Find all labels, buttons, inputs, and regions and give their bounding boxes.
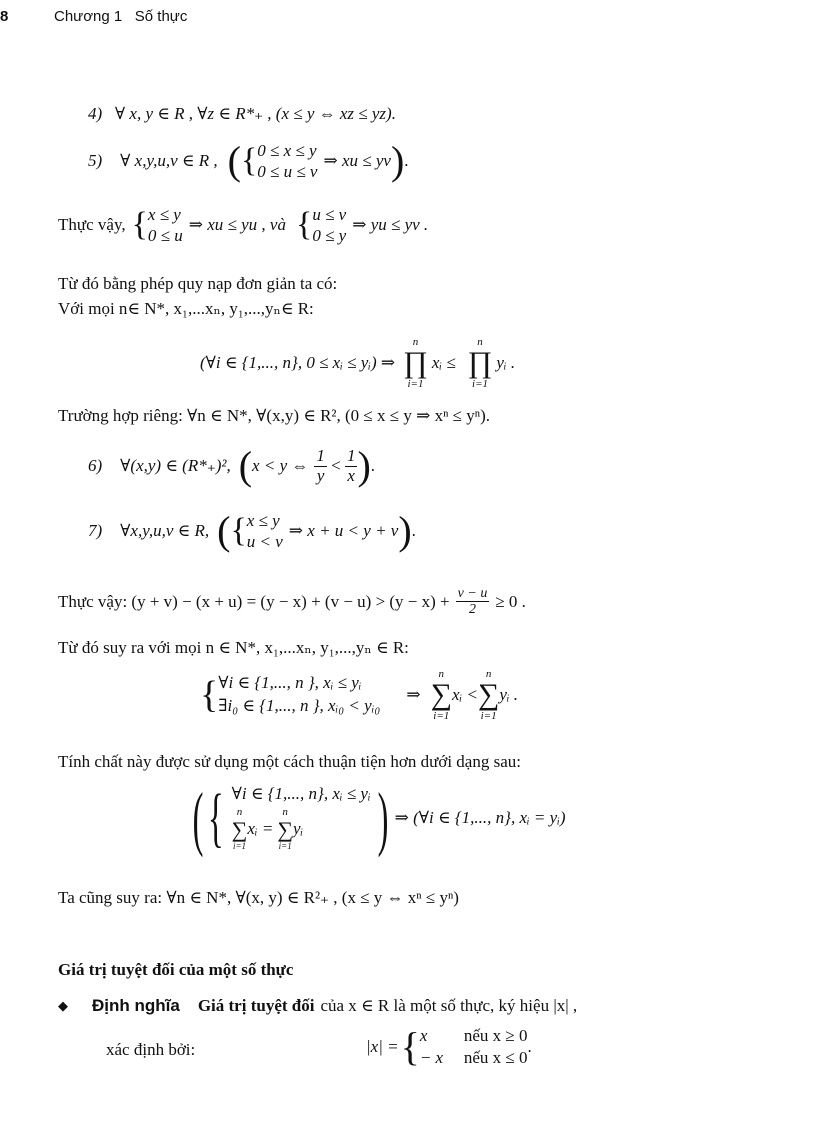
property-lead: ∀(x,y) ∈ (R*₊)², [120, 456, 231, 475]
property-6: 6) ∀(x,y) ∈ (R*₊)², ( x < y ⇔ $\frac{1}{y}$ < $\frac{1}{x}$ ) . [88, 443, 376, 488]
denominator: x [347, 465, 355, 485]
sum-term: yᵢ . [499, 685, 519, 704]
left-brace: { [200, 674, 219, 716]
condition: ∃i₀ ∈ {1,..., n }, xᵢ₀ < yᵢ₀ [218, 696, 381, 715]
property-4 [88, 104, 396, 124]
property-result: ⇒ x + u < y + v [288, 521, 399, 541]
condition: 0 ≤ y [312, 226, 347, 246]
condition-stack [257, 140, 317, 183]
lower-bound: i=1 [472, 378, 488, 390]
bullet-icon: ◆ [58, 998, 68, 1013]
left-paren: ( [192, 778, 204, 858]
upper-bound: n [485, 668, 492, 680]
product-formula [200, 336, 515, 390]
condition: ∀i ∈ {1,..., n}, xᵢ ≤ yᵢ [231, 783, 371, 803]
case-value: − x [419, 1048, 444, 1067]
induction-intro: Từ đó bằng phép quy nạp đơn giản ta có: [58, 274, 338, 293]
proof-result: ⇒ xu ≤ yu , và [188, 215, 286, 235]
left-paren: ( [238, 443, 253, 488]
product-symbol: ∏ [403, 346, 428, 379]
definition-bold: Giá trị tuyệt đối [197, 996, 315, 1015]
upper-bound: n [477, 336, 483, 348]
condition: 0 ≤ u [147, 226, 183, 246]
right-paren: ) [377, 778, 389, 858]
case-condition: nếu x ≥ 0 [463, 1026, 528, 1045]
sum-operator [232, 805, 248, 853]
proof-text: Thực vậy: (y + v) − (x + u) = (y − x) + (v − u) > (y − x) + [58, 591, 450, 611]
upper-bound: n [282, 806, 288, 819]
usage-intro: Tính chất này được sử dụng một cách thuận tiện hơn dưới dạng sau: [58, 752, 521, 771]
left-paren: ( [227, 138, 241, 184]
left-brace: { [240, 142, 258, 180]
definition-term: Định nghĩa [92, 996, 180, 1015]
denominator: y [316, 465, 325, 485]
running-header [54, 8, 187, 25]
defined-by: xác định bởi: [106, 1040, 196, 1059]
absolute-value-symbol: |x| = [366, 1037, 399, 1056]
condition-stack [312, 204, 346, 247]
special-case: Trường hợp riêng: ∀n ∈ N*, ∀(x,y) ∈ R², (0 ≤ x ≤ y ⇒ xⁿ ≤ yⁿ). [58, 406, 491, 425]
page-number: 8 [0, 8, 9, 25]
cases-grid [420, 1026, 528, 1068]
lower-bound: i=1 [407, 378, 424, 390]
sum-operator [277, 805, 293, 853]
property-part: x < y ⇔ [252, 456, 309, 475]
right-paren: ) [357, 443, 371, 488]
equality-result: ⇒ (∀i ∈ {1,..., n}, xᵢ = yᵢ) [394, 808, 566, 827]
left-paren: ( [217, 508, 231, 554]
product-term: yᵢ . [496, 353, 516, 372]
condition: ∀i ∈ {1,..., n }, xᵢ ≤ yᵢ [218, 673, 362, 693]
right-paren: ) [390, 138, 405, 184]
left-brace: { [400, 1024, 420, 1069]
condition-stack [247, 510, 283, 553]
product-condition: (∀i ∈ {1,..., n}, 0 ≤ xᵢ ≤ yᵢ) ⇒ [200, 353, 396, 372]
sum-operator [478, 668, 499, 722]
upper-bound: n [412, 336, 419, 348]
property-lead: ∀x,y,u,v ∈ R, [120, 521, 210, 541]
property-5: 5) ∀ x,y,u,v ∈ R , ( { 0 ≤ x ≤ y 0 ≤ u ≤ v ⇒ xu ≤ yv ) . [88, 138, 409, 184]
denominator: 2 [468, 602, 476, 618]
product-operator [403, 336, 428, 390]
lower-bound: i=1 [232, 841, 247, 852]
sum-term: xᵢ = [247, 818, 274, 838]
fraction-v-minus-u-over-2 [456, 586, 490, 618]
implies-symbol: ⇒ [406, 685, 421, 704]
lower-bound: i=1 [278, 841, 292, 852]
case-value: x [419, 1026, 428, 1045]
sum-equality [232, 805, 371, 853]
right-paren: ) [398, 508, 412, 554]
consequence-intro: Từ đó suy ra với mọi n ∈ N*, x₁,...xₙ, y₁,...,yₙ ∈ R: [58, 638, 409, 657]
property-result: ⇒ xu ≤ yv [323, 151, 391, 171]
fraction-one-over-x [345, 447, 358, 485]
definition-text: của x ∈ R là một số thực, ký hiệu |x| , [320, 996, 578, 1015]
condition: 0 ≤ u ≤ v [257, 162, 318, 182]
fraction-one-over-y [314, 447, 327, 485]
upper-bound: n [236, 806, 243, 819]
lower-bound: i=1 [480, 710, 497, 722]
definition [58, 996, 577, 1016]
left-brace: { [295, 206, 313, 244]
upper-bound: n [438, 668, 444, 680]
induction-domain: Với mọi n∈ N*, x₁,...xₙ, y₁,...,yₙ∈ R: [58, 299, 314, 318]
condition: 0 ≤ x ≤ y [257, 141, 317, 160]
equality-formula [186, 778, 566, 858]
sum-symbol: ∑ [277, 817, 294, 843]
sum-operator [431, 668, 452, 722]
sum-term: yᵢ [293, 818, 304, 838]
condition-stack [218, 672, 380, 718]
property-label: 7) [88, 521, 103, 541]
proof-tail: ≥ 0 . [495, 591, 526, 611]
property-label: 4) [88, 104, 103, 123]
section-title: Giá trị tuyệt đối của một số thực [58, 960, 294, 979]
condition: x ≤ y [147, 205, 181, 224]
condition-stack [232, 783, 371, 853]
proof-5 [58, 204, 428, 247]
condition: u < v [246, 532, 283, 552]
product-operator [468, 336, 493, 390]
proof-7 [58, 586, 526, 618]
proof-result: ⇒ yu ≤ yv . [352, 215, 429, 235]
numerator: v − u [457, 586, 488, 601]
sum-symbol: ∑ [430, 678, 452, 711]
sum-term: xᵢ < [451, 685, 478, 704]
sum-inequality [200, 668, 518, 722]
sum-symbol: ∑ [231, 817, 248, 843]
case-condition: nếu x ≤ 0 [463, 1048, 528, 1067]
condition: u ≤ v [312, 205, 347, 224]
property-label: 5) [88, 151, 103, 171]
numerator: 1 [316, 445, 325, 465]
numerator: 1 [346, 445, 356, 465]
absolute-value-cases: |x| = { x nếu x ≥ 0 − x nếu x ≤ 0 . [366, 1024, 532, 1069]
property-label: 6) [88, 456, 103, 475]
product-term: xᵢ ≤ [431, 353, 456, 372]
sum-symbol: ∑ [477, 678, 500, 711]
chapter-title: Số thực [134, 8, 188, 25]
condition-stack [148, 204, 183, 247]
chapter-label: Chương 1 [54, 8, 123, 25]
product-symbol: ∏ [467, 346, 493, 379]
condition: x ≤ y [246, 511, 280, 530]
lower-bound: i=1 [433, 710, 450, 722]
property-7: 7) ∀x,y,u,v ∈ R, ( { x ≤ y u < v ⇒ x + u < y + v ) . [88, 508, 416, 554]
property-lead: ∀ x,y,u,v ∈ R , [120, 151, 218, 171]
also-consequence: Ta cũng suy ra: ∀n ∈ N*, ∀(x, y) ∈ R²₊ , (x ≤ y ⇔ xⁿ ≤ yⁿ) [58, 888, 459, 907]
left-brace: { [207, 781, 224, 854]
left-brace: { [131, 206, 148, 244]
left-brace: { [230, 512, 247, 550]
property-formula: ∀ x, y ∈ R , ∀z ∈ R*₊ , (x ≤ y ⇔ xz ≤ yz). [114, 104, 396, 123]
proof-intro: Thực vậy, [58, 215, 126, 235]
